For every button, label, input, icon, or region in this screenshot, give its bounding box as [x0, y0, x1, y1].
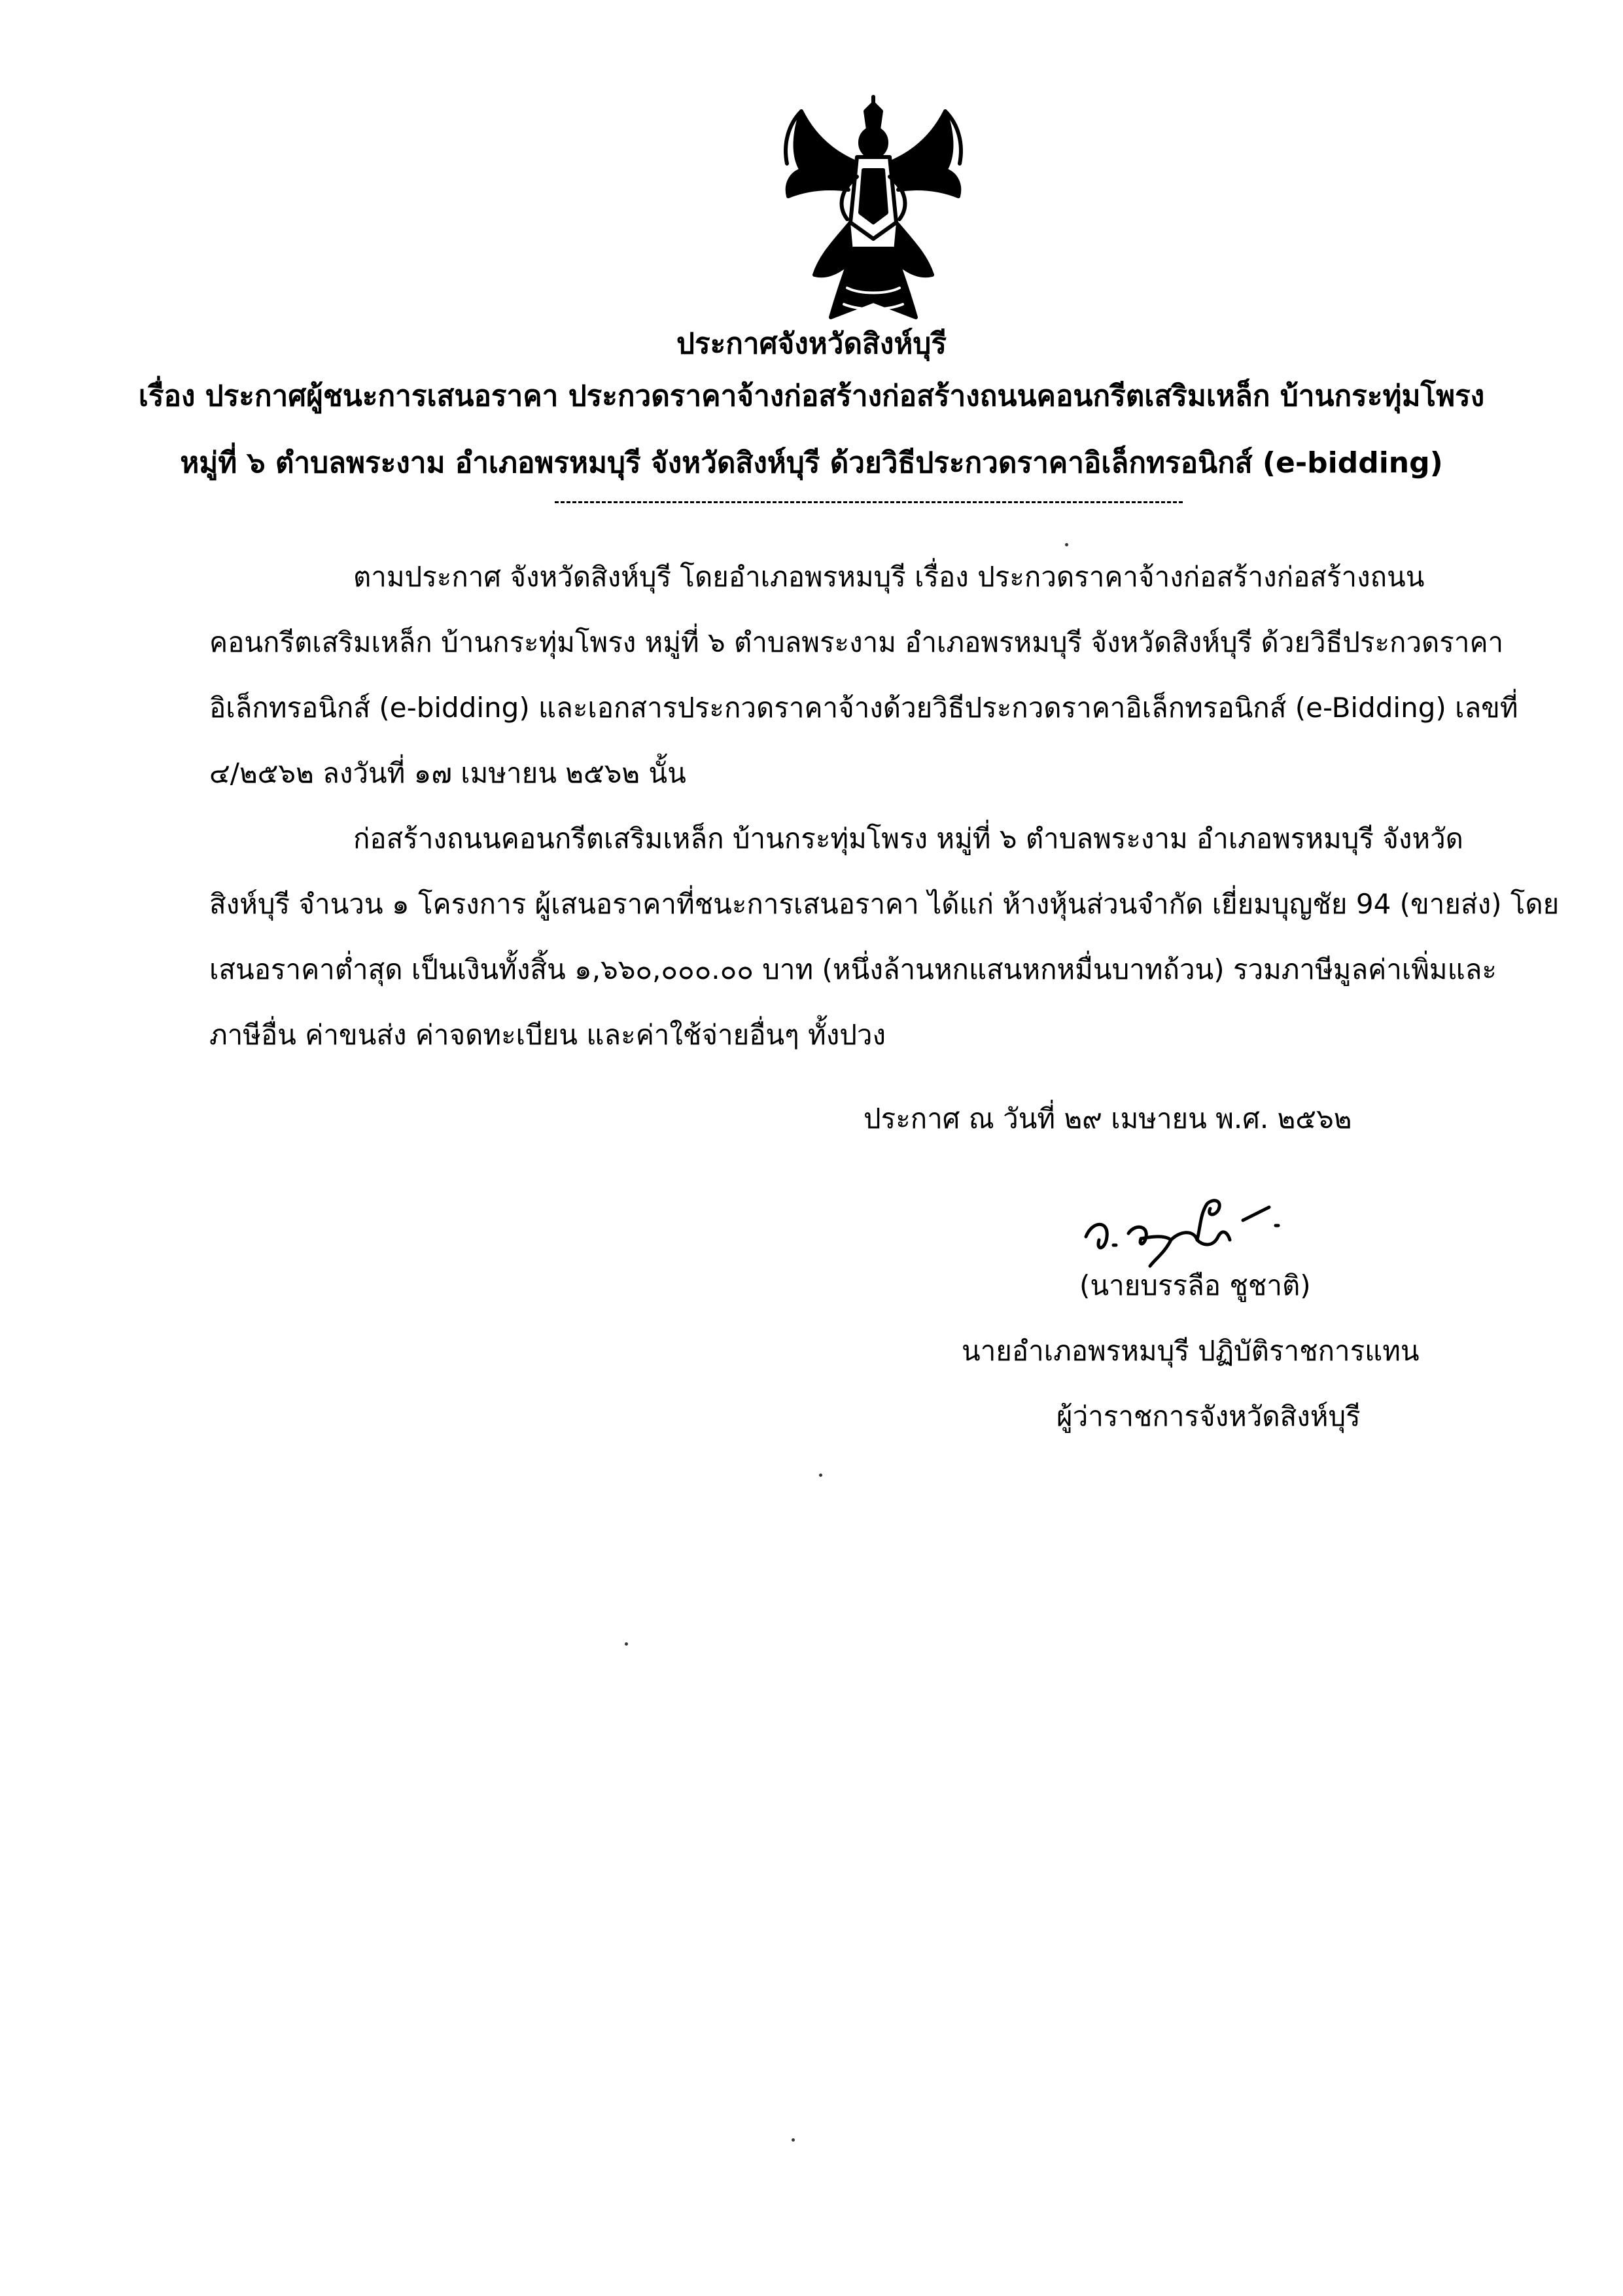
- document-subject-line-2: หมู่ที่ ๖ ตำบลพระงาม อำเภอพรหมบุรี จังหวัดสิงห์บุรี ด้วยวิธีประกวดราคาอิเล็กทรอนิกส์ (e-bidding): [180, 446, 1443, 480]
- paragraph-1-line-1: ตามประกาศ จังหวัดสิงห์บุรี โดยอำเภอพรหมบุรี เรื่อง ประกวดราคาจ้างก่อสร้างก่อสร้างถนน: [353, 561, 1425, 593]
- scan-dot: [819, 1474, 822, 1477]
- scan-dot: [1065, 543, 1068, 546]
- document-subject-line-1: เรื่อง ประกาศผู้ชนะการเสนอราคา ประกวดราคาจ้างก่อสร้างก่อสร้างถนนคอนกรีตเสริมเหล็ก บ้านกระทุ่มโพรง: [138, 380, 1485, 413]
- paragraph-1-line-4: ๔/๒๕๖๒ ลงวันที่ ๑๗ เมษายน ๒๕๖๒ นั้น: [209, 757, 686, 789]
- paragraph-2-line-2: สิงห์บุรี จำนวน ๑ โครงการ ผู้เสนอราคาที่ชนะการเสนอราคา ได้แก่ ห้างหุ้นส่วนจำกัด เยี่ยมบุญชัย 94 (ขายส่ง) โดย: [209, 888, 1560, 920]
- title-separator: [555, 501, 1183, 503]
- scan-dot: [625, 1642, 628, 1646]
- handwritten-signature: [1073, 1174, 1295, 1273]
- paragraph-1-line-3: อิเล็กทรอนิกส์ (e-bidding) และเอกสารประกวดราคาจ้างด้วยวิธีประกวดราคาอิเล็กทรอนิกส์ (e-Bidding) เลขที่: [209, 692, 1518, 724]
- scan-dot: [792, 2138, 795, 2142]
- signer-name: (นายบรรลือ ชูชาติ): [1079, 1269, 1311, 1301]
- paragraph-1-line-2: คอนกรีตเสริมเหล็ก บ้านกระทุ่มโพรง หมู่ที่ ๖ ตำบลพระงาม อำเภอพรหมบุรี จังหวัดสิงห์บุรี ด้วยวิธีประกวดราคา: [209, 626, 1504, 658]
- paragraph-2-line-1: ก่อสร้างถนนคอนกรีตเสริมเหล็ก บ้านกระทุ่มโพรง หมู่ที่ ๖ ตำบลพระงาม อำเภอพรหมบุรี จังหวัด: [353, 822, 1463, 855]
- garuda-emblem-icon: [775, 92, 971, 327]
- document-title: ประกาศจังหวัดสิงห์บุรี: [676, 327, 947, 361]
- signer-position-line-2: ผู้ว่าราชการจังหวัดสิงห์บุรี: [1056, 1400, 1361, 1432]
- signer-position-line-1: นายอำเภอพรหมบุรี ปฏิบัติราชการแทน: [962, 1335, 1420, 1367]
- paragraph-2-line-3: เสนอราคาต่ำสุด เป็นเงินทั้งสิ้น ๑,๖๖๐,๐๐๐.๐๐ บาท (หนึ่งล้านหกแสนหกหมื่นบาทถ้วน) รวมภาษีมูลค่าเพิ่มและ: [209, 953, 1497, 985]
- announcement-date: ประกาศ ณ วันที่ ๒๙ เมษายน พ.ศ. ๒๕๖๒: [864, 1103, 1352, 1135]
- paragraph-2-line-4: ภาษีอื่น ค่าขนส่ง ค่าจดทะเบียน และค่าใช้จ่ายอื่นๆ ทั้งปวง: [209, 1019, 886, 1051]
